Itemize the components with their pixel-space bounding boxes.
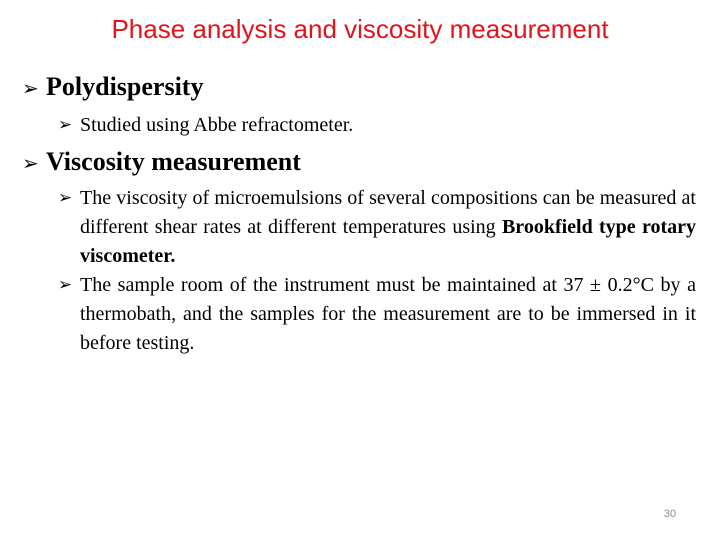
bullet-text (80, 184, 696, 271)
bullet-text (80, 111, 696, 140)
heading-text: Polydispersity (46, 72, 204, 101)
heading-polydispersity (22, 72, 203, 102)
list-item (58, 184, 696, 271)
list-item (58, 111, 696, 140)
arrow-bullet-icon: ➢ (22, 151, 39, 175)
heading-text: Viscosity measurement (46, 147, 301, 176)
arrow-bullet-icon: ➢ (58, 115, 73, 135)
bullet-text-bold: Brookfield type rotary viscometer. (80, 216, 696, 267)
list-item (58, 271, 696, 358)
slide-title: Phase analysis and viscosity measurement (111, 14, 609, 44)
bullet-text-body: The viscosity of microemulsions of several compositions can be measured at different shear rates at different temperatures using (80, 187, 696, 238)
bullet-text-body: The sample room of the instrument must be maintained at 37 ± 0.2°C by a thermobath, and the samples for the measurement are to be immersed in it before testing. (80, 274, 696, 354)
bullet-list-viscosity (58, 184, 696, 358)
bullet-list-polydispersity (58, 111, 696, 140)
arrow-bullet-icon: ➢ (22, 76, 39, 100)
page-number: 30 (663, 508, 677, 520)
bullet-text (80, 271, 696, 358)
heading-viscosity-measurement (22, 147, 301, 177)
bullet-text-body: Studied using Abbe refractometer. (80, 114, 354, 136)
arrow-bullet-icon: ➢ (58, 188, 73, 208)
arrow-bullet-icon: ➢ (58, 275, 73, 295)
